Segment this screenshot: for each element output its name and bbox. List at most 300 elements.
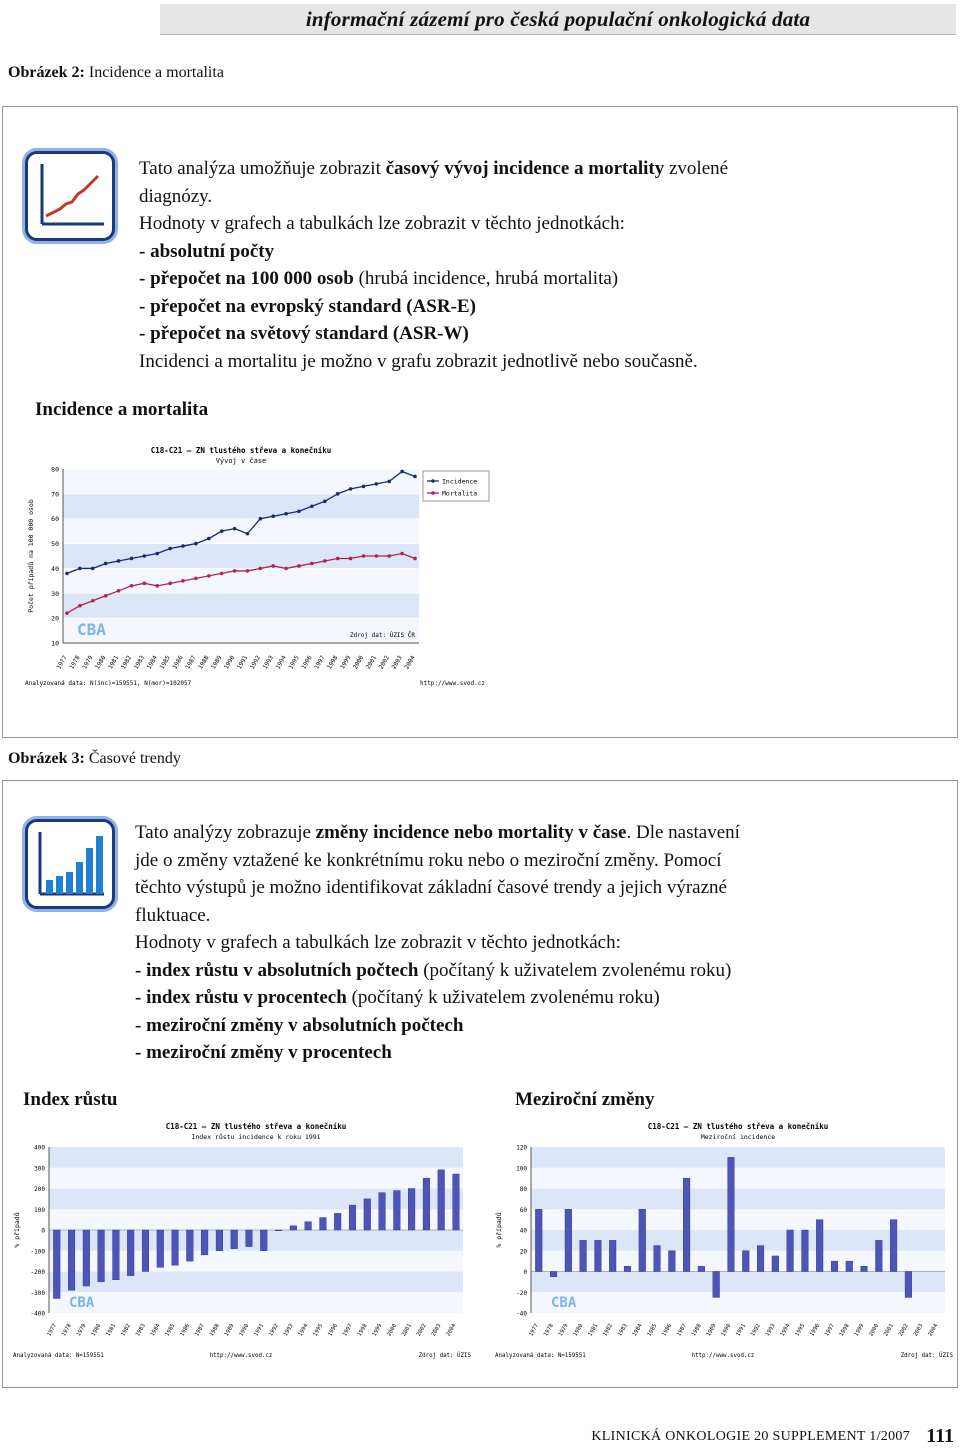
data-point — [78, 567, 82, 571]
figure3-intro-line — [135, 819, 740, 847]
x-tick-label: 1990 — [238, 1323, 251, 1338]
data-point — [387, 480, 391, 484]
figure2-intro-bold-text: - přepočet na 100 000 osob — [139, 268, 354, 289]
bar — [772, 1256, 779, 1272]
grid-band — [531, 1147, 945, 1168]
x-tick-label: 1993 — [764, 1323, 777, 1338]
bar — [349, 1205, 356, 1230]
y-tick-label: 300 — [34, 1165, 45, 1173]
bar — [231, 1230, 238, 1249]
bar — [654, 1246, 661, 1272]
x-tick-label: 1994 — [274, 654, 288, 671]
figure3-intro-line — [135, 874, 740, 902]
data-point — [271, 514, 275, 518]
figure3-caption-text: Časové trendy — [88, 750, 181, 767]
x-tick-label: 1996 — [809, 1323, 822, 1338]
figure3-intro-text: jde o změny vztažené ke konkrétnímu roku nebo o meziroční změny. Pomocí — [135, 849, 722, 871]
bar — [580, 1240, 587, 1271]
data-point — [400, 552, 404, 556]
y-tick-label: 70 — [51, 490, 59, 499]
bar — [609, 1240, 616, 1271]
source-url: http://www.svod.cz — [691, 1353, 755, 1359]
y-axis-label: Počet případů na 100 000 osob — [27, 499, 35, 613]
figure2-intro-bold-text: - přepočet na světový standard (ASR-W) — [139, 323, 469, 344]
bar — [334, 1213, 341, 1230]
grid-band — [531, 1209, 945, 1230]
bar — [275, 1230, 282, 1231]
data-point — [362, 485, 366, 489]
x-tick-label: 1978 — [543, 1323, 555, 1338]
figure3-intro-bold-text: - meziroční změny v absolutních počtech — [135, 1014, 464, 1036]
figure2-intro-bold-text: - absolutní počty — [139, 240, 275, 262]
bar — [698, 1266, 705, 1271]
figure3-intro-text: Hodnoty v grafech a tabulkách lze zobrazit v těchto jednotkách: — [135, 932, 621, 953]
x-tick-label: 1992 — [750, 1323, 762, 1338]
data-point — [349, 557, 353, 561]
bar-chart-icon — [25, 819, 115, 909]
data-point — [259, 517, 263, 521]
x-tick-label: 1977 — [46, 1323, 59, 1338]
grid-band — [531, 1251, 945, 1272]
y-tick-label: -200 — [30, 1269, 45, 1276]
bar — [713, 1272, 720, 1298]
data-point — [413, 557, 417, 561]
chart-title: C18-C21 – ZN tlustého střeva a konečníku — [150, 446, 332, 455]
bar — [216, 1230, 223, 1251]
data-point — [271, 564, 275, 568]
x-tick-label: 2004 — [445, 1323, 458, 1338]
bar — [142, 1230, 149, 1272]
data-point — [375, 482, 379, 486]
x-tick-label: 1985 — [646, 1323, 659, 1338]
x-tick-label: 1979 — [557, 1323, 570, 1338]
running-header — [160, 4, 956, 35]
data-point — [375, 554, 379, 558]
figure2-intro-text: diagnózy. — [139, 185, 213, 207]
y-tick-label: 20 — [51, 614, 59, 623]
x-tick-label: 2002 — [377, 654, 391, 671]
grid-band — [49, 1147, 463, 1168]
bar — [68, 1230, 75, 1290]
figure3-intro-text: (počítaný k uživatelem zvolenému roku) — [418, 959, 732, 981]
data-point — [310, 504, 314, 508]
data-point — [155, 584, 159, 588]
chart-title: C18-C21 – ZN tlustého střeva a konečníku — [165, 1122, 347, 1131]
grid-band — [63, 568, 419, 593]
grid-band — [49, 1292, 463, 1313]
data-point — [207, 537, 211, 541]
data-point — [181, 579, 185, 583]
bar — [364, 1199, 371, 1230]
x-tick-label: 1989 — [223, 1323, 236, 1338]
figure2-intro-line — [139, 265, 728, 293]
x-tick-label: 1982 — [119, 654, 134, 671]
x-tick-label: 2004 — [403, 654, 417, 671]
bar — [201, 1230, 208, 1255]
x-tick-label: 1996 — [327, 1323, 340, 1338]
x-tick-label: 1981 — [587, 1323, 600, 1338]
grid-band — [63, 469, 419, 494]
data-source: Zdroj dat: ÚZIS — [418, 1353, 471, 1359]
source-url: http://www.svod.cz — [209, 1353, 273, 1359]
figure2-intro-line — [139, 155, 728, 183]
data-source: Zdroj dat: ÚZIS — [900, 1353, 953, 1359]
x-tick-label: 1981 — [105, 1323, 118, 1338]
data-point — [362, 554, 366, 558]
x-tick-label: 1987 — [184, 654, 198, 671]
analyzed-data-note: Analyzovaná data: N=159551 — [495, 1353, 586, 1359]
bar — [831, 1261, 838, 1271]
data-point — [284, 512, 288, 516]
cba-watermark: CBA — [69, 1295, 95, 1311]
analyzed-data-note: Analyzovaná data: N(inc)=159551, N(mor)=102057 — [25, 680, 192, 687]
bar — [379, 1193, 386, 1230]
x-tick-label: 2002 — [897, 1323, 910, 1338]
figure3-intro-bold-text: - index růstu v absolutních počtech — [135, 959, 419, 981]
data-point — [220, 572, 224, 576]
legend-label: Mortalita — [442, 489, 478, 498]
figure2-intro-bold-text: časový vývoj incidence a mortality — [385, 158, 665, 179]
y-tick-label: 0 — [523, 1269, 527, 1276]
y-tick-label: 60 — [51, 515, 59, 524]
figure3-intro-line — [135, 1039, 740, 1067]
x-tick-label: 2001 — [883, 1323, 895, 1338]
grid-band — [531, 1189, 945, 1210]
grid-band — [531, 1230, 945, 1251]
x-tick-label: 1990 — [222, 654, 237, 671]
x-tick-label: 1990 — [720, 1323, 733, 1338]
x-tick-label: 1998 — [356, 1323, 369, 1338]
bar — [890, 1220, 897, 1272]
data-point — [323, 559, 327, 563]
figure2-intro-line — [139, 293, 728, 321]
x-tick-label: 1993 — [261, 654, 275, 671]
bar — [683, 1178, 690, 1271]
bar — [905, 1272, 912, 1298]
figure2-caption-label: Obrázek 2: — [8, 64, 85, 81]
running-header-title: informační zázemí pro česká populační onkologická data — [305, 6, 811, 31]
grid-band — [63, 618, 419, 643]
x-tick-label: 1997 — [342, 1323, 354, 1338]
grid-band — [49, 1272, 463, 1293]
grid-band — [49, 1251, 463, 1272]
data-point — [117, 559, 121, 563]
source-url: http://www.svod.cz — [419, 680, 485, 687]
data-point — [297, 509, 301, 513]
cba-watermark: CBA — [551, 1295, 577, 1311]
data-point — [297, 564, 301, 568]
data-point — [130, 584, 134, 588]
figure2-intro-text: Hodnoty v grafech a tabulkách lze zobrazit v těchto jednotkách: — [139, 213, 625, 234]
bar — [728, 1157, 735, 1271]
bar — [742, 1251, 749, 1272]
x-tick-label: 2004 — [927, 1323, 940, 1338]
data-source: Zdroj dat: ÚZIS ČR — [349, 632, 415, 639]
bar — [423, 1178, 430, 1230]
bar — [113, 1230, 120, 1280]
figure3-intro-text: . Dle nastavení — [626, 822, 740, 843]
x-tick-label: 1984 — [145, 654, 159, 671]
grid-band — [531, 1292, 945, 1313]
data-point — [65, 611, 69, 615]
x-tick-label: 2000 — [386, 1323, 399, 1338]
grid-band — [49, 1168, 463, 1189]
x-tick-label: 1999 — [371, 1323, 384, 1338]
y-tick-label: 80 — [51, 465, 59, 474]
grid-band — [531, 1168, 945, 1189]
data-point — [259, 567, 263, 571]
x-tick-label: 1995 — [794, 1323, 807, 1338]
grid-band — [49, 1230, 463, 1251]
y-tick-label: -300 — [30, 1289, 45, 1297]
bar — [408, 1189, 415, 1231]
figure3-intro-text: těchto výstupů je možno identifikovat základní časové trendy a jejich výrazné — [135, 877, 727, 898]
figure3-intro-text — [135, 819, 740, 1067]
bar — [53, 1230, 60, 1298]
chart-subtitle: Index růstu incidence k roku 1991 — [191, 1133, 321, 1141]
figure3-intro-bold-text: - index růstu v procentech — [135, 987, 347, 1008]
bar — [550, 1272, 557, 1277]
x-tick-label: 1978 — [61, 1323, 73, 1338]
y-tick-label: -400 — [30, 1310, 45, 1318]
bar — [669, 1251, 676, 1272]
data-point — [246, 532, 250, 536]
data-point — [117, 589, 121, 593]
data-point — [143, 554, 147, 558]
data-point — [168, 582, 172, 586]
bar — [394, 1191, 401, 1230]
x-tick-label: 1980 — [572, 1323, 585, 1338]
x-tick-label: 1996 — [300, 654, 314, 671]
figure3-caption-label: Obrázek 3: — [8, 750, 85, 767]
figure2-caption — [8, 64, 224, 82]
x-tick-label: 1988 — [197, 654, 211, 671]
bar — [127, 1230, 134, 1276]
index-growth-title: Index růstu — [23, 1089, 118, 1110]
bar — [83, 1230, 90, 1286]
x-tick-label: 1980 — [94, 654, 108, 671]
grid-band — [63, 593, 419, 618]
data-point — [310, 562, 314, 566]
x-tick-label: 1985 — [164, 1323, 177, 1338]
figure3-intro-text: fluktuace. — [135, 904, 211, 926]
x-tick-label: 2003 — [430, 1323, 443, 1338]
x-tick-label: 1995 — [312, 1323, 325, 1338]
x-tick-label: 1986 — [179, 1323, 192, 1338]
x-tick-label: 1991 — [235, 654, 250, 671]
x-tick-label: 1997 — [824, 1323, 836, 1338]
chart-title: C18-C21 – ZN tlustého střeva a konečníku — [647, 1122, 829, 1131]
legend-label: Incidence — [442, 477, 478, 486]
bar — [320, 1218, 327, 1230]
data-point — [194, 542, 198, 546]
x-tick-label: 1984 — [149, 1323, 162, 1338]
x-tick-label: 2001 — [364, 654, 379, 671]
y-tick-label: 120 — [516, 1144, 527, 1152]
figure2-intro-text: zvolené — [664, 158, 729, 179]
y-tick-label: 40 — [51, 564, 59, 573]
x-tick-label: 2001 — [401, 1323, 413, 1338]
data-point — [336, 557, 340, 561]
page-number: 111 — [926, 1425, 954, 1447]
data-point — [78, 604, 82, 608]
figure3-intro-bold-text: změny incidence nebo mortality v čase — [315, 822, 627, 843]
figure3-intro-line — [135, 929, 740, 957]
x-tick-label: 1986 — [661, 1323, 674, 1338]
data-point — [336, 492, 340, 496]
bar — [861, 1266, 868, 1271]
x-tick-label: 1982 — [602, 1323, 615, 1338]
grid-band — [63, 494, 419, 519]
bar — [624, 1266, 631, 1271]
x-tick-label: 1977 — [528, 1323, 541, 1338]
x-tick-label: 1992 — [268, 1323, 280, 1338]
x-tick-label: 1985 — [158, 654, 172, 671]
page-footer — [0, 1425, 960, 1447]
bar — [787, 1230, 794, 1272]
y-tick-label: -40 — [516, 1310, 527, 1318]
y-tick-label: 50 — [51, 540, 59, 549]
data-point — [91, 599, 95, 603]
grid-band — [49, 1209, 463, 1230]
bar — [876, 1240, 883, 1271]
bar — [290, 1226, 297, 1230]
x-tick-label: 1991 — [735, 1323, 748, 1338]
figure3-intro-bold-text: - meziroční změny v procentech — [135, 1042, 392, 1063]
figure2-panel — [2, 106, 958, 738]
x-tick-label: 1984 — [631, 1323, 644, 1338]
x-tick-label: 1991 — [253, 1323, 266, 1338]
figure3-intro-text: Tato analýzy zobrazuje — [135, 822, 316, 843]
data-point — [349, 487, 353, 491]
year-over-year-chart — [493, 1117, 955, 1367]
y-tick-label: 30 — [51, 589, 59, 598]
x-tick-label: 1993 — [282, 1323, 295, 1338]
y-tick-label: 100 — [34, 1206, 45, 1214]
bar — [802, 1230, 809, 1272]
bar — [187, 1230, 194, 1261]
bar — [246, 1230, 253, 1247]
legend-marker — [431, 479, 435, 483]
cba-watermark: CBA — [77, 620, 106, 639]
x-tick-label: 1995 — [287, 654, 301, 671]
bar — [639, 1209, 646, 1271]
x-tick-label: 1980 — [90, 1323, 103, 1338]
x-tick-label: 1987 — [194, 1323, 206, 1338]
data-point — [65, 572, 69, 576]
bar — [260, 1230, 267, 1251]
data-point — [413, 475, 417, 479]
data-point — [194, 577, 198, 581]
bar — [846, 1261, 853, 1271]
x-tick-label: 1979 — [81, 654, 95, 671]
x-tick-label: 2003 — [912, 1323, 925, 1338]
x-tick-label: 1988 — [690, 1323, 703, 1338]
x-tick-label: 1999 — [853, 1323, 866, 1338]
data-point — [220, 529, 224, 533]
x-tick-label: 1999 — [338, 654, 353, 671]
bar — [816, 1220, 823, 1272]
x-tick-label: 1978 — [68, 654, 82, 671]
x-tick-label: 1981 — [106, 654, 121, 671]
data-point — [284, 567, 288, 571]
figure3-intro-line — [135, 984, 740, 1012]
figure2-intro-line — [139, 238, 728, 266]
line-chart-icon — [25, 151, 115, 241]
index-growth-chart — [11, 1117, 473, 1367]
data-point — [104, 594, 108, 598]
y-tick-label: -20 — [516, 1289, 527, 1297]
x-tick-label: 1977 — [55, 654, 69, 671]
bar — [172, 1230, 179, 1265]
y-tick-label: -100 — [30, 1248, 45, 1256]
figure3-intro-line — [135, 1012, 740, 1040]
x-tick-label: 2002 — [415, 1323, 428, 1338]
figure2-intro-text — [139, 155, 728, 375]
y-tick-label: 20 — [519, 1248, 527, 1256]
bar — [98, 1230, 105, 1282]
chart-subtitle: Meziroční incidence — [700, 1133, 776, 1141]
x-tick-label: 1988 — [208, 1323, 221, 1338]
bar — [565, 1209, 572, 1271]
figure2-intro-text: Tato analýza umožňuje zobrazit — [139, 158, 386, 179]
x-tick-label: 1983 — [135, 1323, 147, 1338]
data-point — [168, 547, 172, 551]
data-point — [143, 582, 147, 586]
data-point — [207, 574, 211, 578]
figure2-intro-line — [139, 320, 728, 348]
figure3-intro-line — [135, 847, 740, 875]
bar — [438, 1170, 445, 1230]
y-axis-label: % případů — [13, 1212, 21, 1248]
figure3-intro-text: (počítaný k uživatelem zvolenému roku) — [346, 987, 660, 1008]
y-tick-label: 200 — [34, 1186, 45, 1193]
figure2-section-title: Incidence a mortalita — [35, 399, 209, 420]
x-tick-label: 2000 — [351, 654, 366, 671]
analyzed-data-note: Analyzovaná data: N=159551 — [13, 1353, 104, 1359]
bar — [157, 1230, 164, 1267]
data-point — [233, 569, 237, 573]
bar — [595, 1240, 602, 1271]
y-tick-label: 400 — [34, 1144, 45, 1152]
x-tick-label: 1983 — [617, 1323, 629, 1338]
bar — [757, 1246, 764, 1272]
data-point — [104, 562, 108, 566]
y-tick-label: 10 — [51, 639, 59, 648]
figure2-intro-text: Incidenci a mortalitu je možno v grafu zobrazit jednotlivě nebo současně. — [139, 350, 698, 372]
incidence-mortality-chart — [23, 439, 493, 689]
chart-subtitle: Vývoj v čase — [215, 457, 267, 465]
grid-band — [49, 1189, 463, 1210]
x-tick-label: 2003 — [390, 654, 404, 671]
x-tick-label: 1982 — [120, 1323, 133, 1338]
y-tick-label: 100 — [516, 1165, 527, 1173]
data-point — [181, 544, 185, 548]
figure3-intro-line — [135, 902, 740, 930]
data-point — [400, 470, 404, 474]
x-tick-label: 1998 — [838, 1323, 851, 1338]
figure2-intro-line — [139, 183, 728, 211]
figure2-intro-line — [139, 348, 728, 376]
bar — [535, 1209, 542, 1271]
x-tick-label: 1998 — [326, 654, 340, 671]
figure2-intro-line — [139, 210, 728, 238]
x-tick-label: 1997 — [313, 654, 327, 671]
x-tick-label: 1987 — [676, 1323, 688, 1338]
legend-marker — [431, 491, 435, 495]
figure3-panel — [2, 780, 958, 1388]
figure3-caption — [8, 750, 181, 768]
